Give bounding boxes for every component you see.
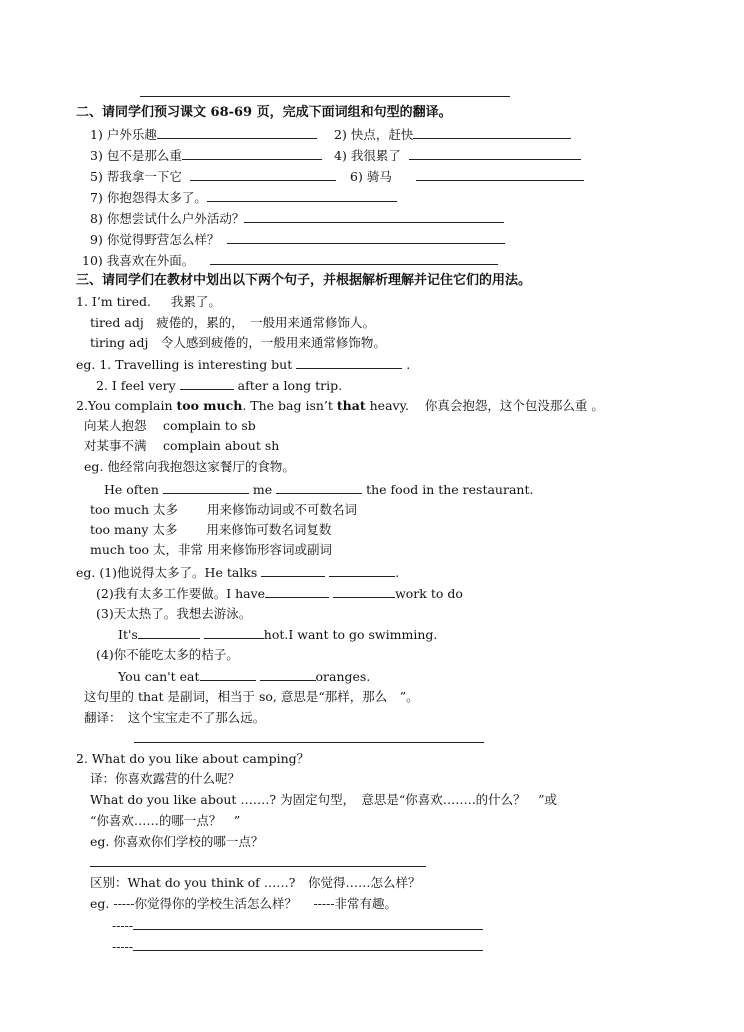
- p3-note-2: “你喜欢……的哪一点？ ”: [90, 813, 241, 828]
- point-1-head: 1. I’m tired. 我累了。: [76, 294, 221, 309]
- e3-cn: (3)天太热了。我想去游泳。: [96, 606, 252, 621]
- section-2-title: 二、请同学们预习课文 68-69 页，完成下面词组和句型的翻译。: [76, 105, 452, 120]
- answer-blank[interactable]: [204, 626, 264, 639]
- answer-blank[interactable]: [200, 668, 256, 681]
- item-6: 6) 骑马: [350, 168, 584, 185]
- p2-eg: eg. 他经常向我抱怨这家餐厅的食物。: [84, 459, 295, 474]
- answer-blank[interactable]: [182, 147, 322, 160]
- item-7: 7) 你抱怨得太多了。: [90, 189, 397, 206]
- answer-blank[interactable]: [207, 189, 397, 202]
- answer-blank[interactable]: [133, 938, 483, 951]
- item-9: 9) 你觉得野营怎么样？: [90, 231, 505, 248]
- diff-note: 区别：What do you think of ……? 你觉得……怎么样？: [90, 875, 421, 890]
- e1-line: eg. (1)他说得太多了。He talks .: [76, 565, 400, 580]
- answer-blank[interactable]: [329, 564, 395, 577]
- he-often-line: He often me the food in the restaurant.: [104, 482, 534, 497]
- p3-note-1: What do you like about …….? 为固定句型， 意思是“你喜欢……..的什么？ ”或: [90, 792, 558, 807]
- answer-blank[interactable]: [260, 668, 316, 681]
- too-many-note: too many 太多 用来修饰可数名词复数: [90, 522, 332, 537]
- p1-eg1: eg. 1. Travelling is interesting but .: [76, 357, 411, 372]
- answer-blank[interactable]: [409, 147, 581, 160]
- answer-blank[interactable]: [416, 168, 584, 181]
- answer-blank[interactable]: [244, 210, 504, 223]
- item-8: 8) 你想尝试什么户外活动？: [90, 210, 504, 227]
- dialog-line-1: -----: [112, 917, 483, 934]
- item-5: 5) 帮我拿一下它: [90, 168, 336, 185]
- p3-eg-answer-line[interactable]: [90, 866, 426, 867]
- translate-line: 翻译： 这个宝宝走不了那么远。: [84, 710, 266, 725]
- item-2: 2) 快点，赶快: [334, 126, 571, 143]
- dialog-line-2: -----: [112, 938, 483, 955]
- answer-blank[interactable]: [210, 252, 498, 265]
- answer-blank[interactable]: [261, 564, 325, 577]
- section-3-title: 三、请同学们在教材中划出以下两个句子，并根据解析理解并记住它们的用法。: [76, 273, 532, 288]
- too-much-note: too much 太多 用来修饰动词或不可数名词: [90, 502, 357, 517]
- answer-blank[interactable]: [133, 917, 483, 930]
- p1-eg2: 2. I feel very after a long trip.: [96, 378, 343, 393]
- translate-answer-line[interactable]: [134, 742, 484, 743]
- answer-blank[interactable]: [413, 126, 571, 139]
- answer-blank[interactable]: [296, 356, 402, 369]
- p3-eg2: eg. -----你觉得你的学校生活怎么样？ -----非常有趣。: [90, 896, 398, 911]
- item-1: 1) 户外乐趣: [90, 126, 317, 143]
- point-3-head: 2. What do you like about camping？: [76, 751, 310, 766]
- complain-about: 对某事不满 complain about sh: [84, 438, 280, 453]
- that-note: 这句里的 that 是副词，相当于 so, 意思是“那样，那么 ”。: [84, 689, 419, 704]
- item-3: 3) 包不是那么重: [90, 147, 322, 164]
- answer-blank[interactable]: [265, 585, 329, 598]
- answer-blank[interactable]: [276, 481, 362, 494]
- answer-blank[interactable]: [227, 231, 505, 244]
- top-rule: [140, 96, 510, 97]
- answer-blank[interactable]: [190, 168, 336, 181]
- tiring-note: tiring adj 令人感到疲倦的，一般用来通常修饰物。: [90, 335, 386, 350]
- e2-line: (2)我有太多工作要做。I have work to do: [96, 586, 463, 601]
- answer-blank[interactable]: [157, 126, 317, 139]
- much-too-note: much too 太，非常 用来修饰形容词或副词: [90, 542, 332, 557]
- complain-to: 向某人抱怨 complain to sb: [84, 418, 256, 433]
- point-2-head: 2.You complain too much. The bag isn’t that heavy. 你真会抱怨，这个包没那么重 。: [76, 398, 604, 413]
- item-10: 10) 我喜欢在外面。: [82, 252, 498, 269]
- tired-note: tired adj 疲倦的，累的， 一般用来通常修饰人。: [90, 315, 375, 330]
- p3-translation: 译：你喜欢露营的什么呢？: [90, 771, 241, 786]
- e3-line: It's hot.I want to go swimming.: [118, 627, 438, 642]
- p3-eg: eg. 你喜欢你们学校的哪一点？: [90, 834, 264, 849]
- answer-blank[interactable]: [180, 377, 234, 390]
- e4-cn: (4)你不能吃太多的桔子。: [96, 647, 239, 662]
- item-4: 4) 我很累了: [334, 147, 581, 164]
- answer-blank[interactable]: [163, 481, 249, 494]
- answer-blank[interactable]: [333, 585, 395, 598]
- answer-blank[interactable]: [138, 626, 200, 639]
- e4-line: You can't eat oranges.: [118, 669, 371, 684]
